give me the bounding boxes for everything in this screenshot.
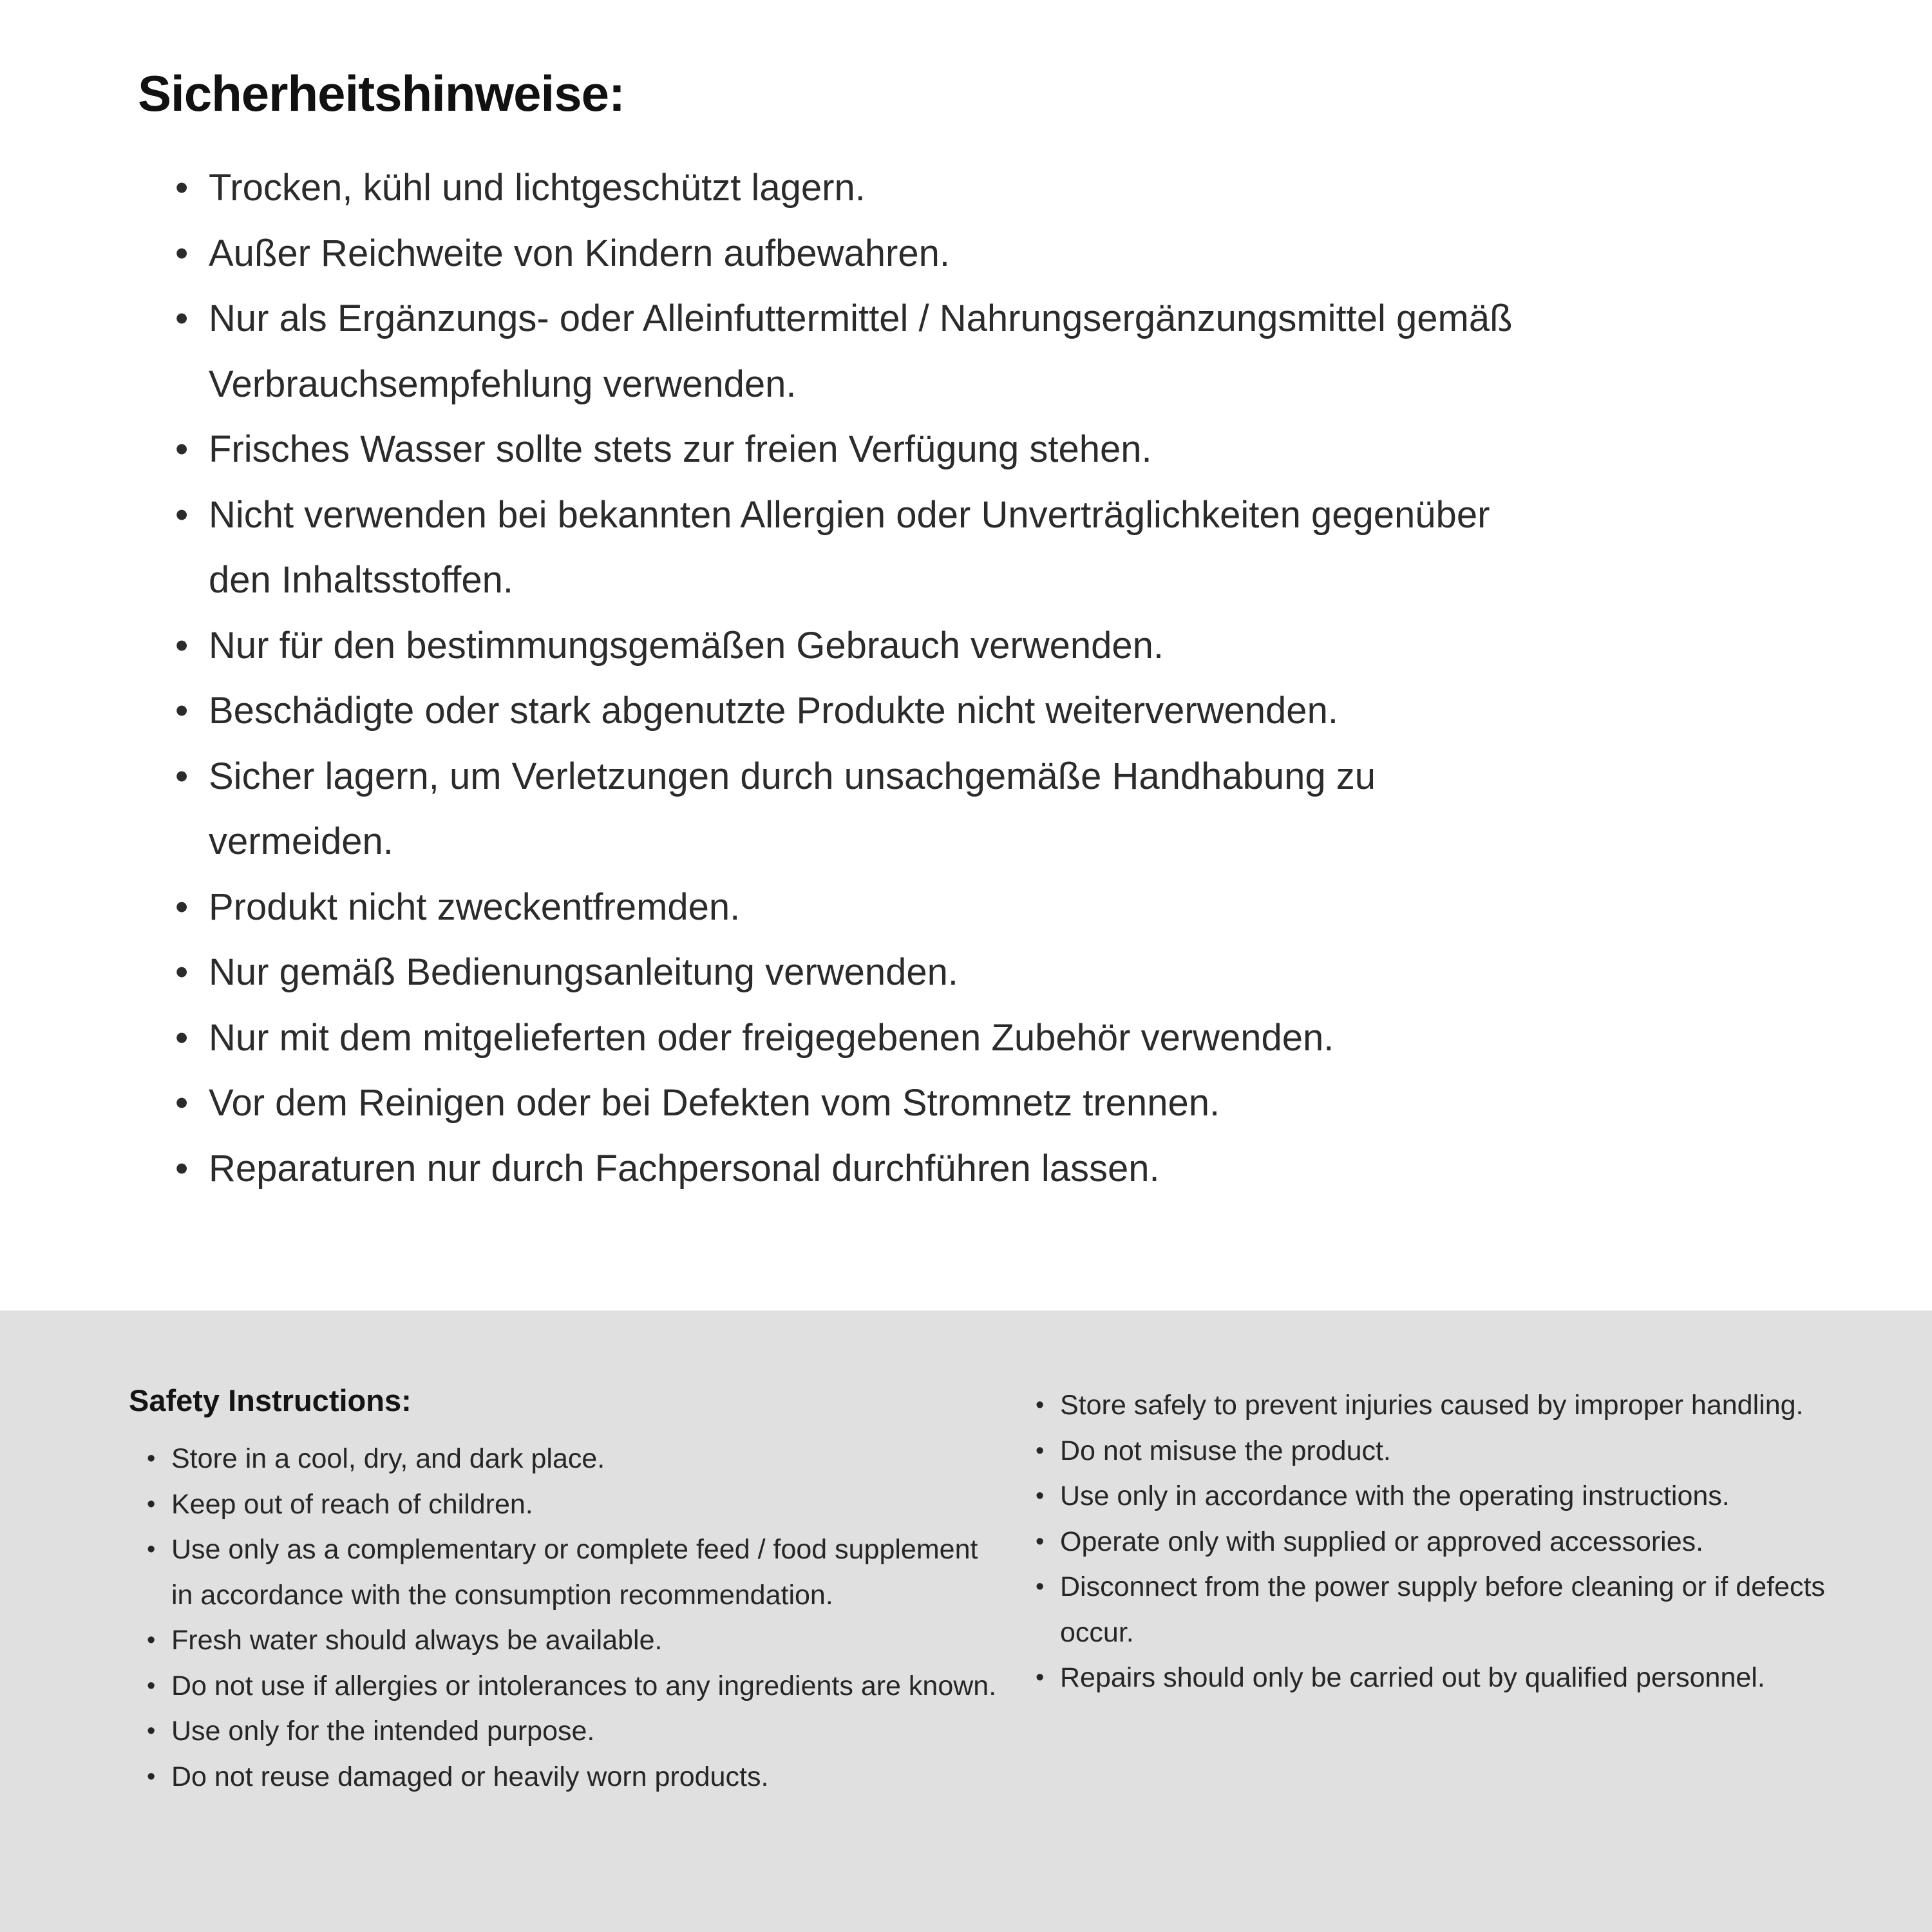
list-item: • Nur als Ergänzungs- oder Alleinfuttermittel / Nahrungsergänzungsmittel gemäß Verbrauchsempfehlung verwenden. <box>175 286 1560 417</box>
list-item: • Do not misuse the product. <box>1036 1428 1835 1474</box>
list-item: • Frisches Wasser sollte stets zur freien Verfügung stehen. <box>175 417 1560 482</box>
list-item: • Repairs should only be carried out by qualified personnel. <box>1036 1655 1835 1701</box>
list-item: • Use only in accordance with the operating instructions. <box>1036 1473 1835 1519</box>
english-safety-list-left <box>129 1436 1005 1799</box>
list-item: • Trocken, kühl und lichtgeschützt lagern. <box>175 155 1560 221</box>
list-item: • Do not reuse damaged or heavily worn products. <box>147 1754 1005 1800</box>
german-section-heading: Sicherheitshinweise: <box>138 65 625 122</box>
english-right-column <box>1005 1383 1835 1701</box>
list-item: • Außer Reichweite von Kindern aufbewahren. <box>175 221 1560 287</box>
english-safety-section <box>0 1311 1932 1932</box>
list-item: • Produkt nicht zweckentfremden. <box>175 875 1560 940</box>
list-item: • Nur mit dem mitgelieferten oder freigegebenen Zubehör verwenden. <box>175 1005 1560 1071</box>
list-item: • Store safely to prevent injuries caused by improper handling. <box>1036 1383 1835 1428</box>
english-left-column <box>129 1383 1005 1799</box>
english-section-heading: Safety Instructions: <box>129 1383 412 1417</box>
list-item: • Vor dem Reinigen oder bei Defekten vom Stromnetz trennen. <box>175 1070 1560 1136</box>
list-item: • Sicher lagern, um Verletzungen durch unsachgemäße Handhabung zu vermeiden. <box>175 744 1560 875</box>
english-safety-list-right <box>1036 1383 1835 1701</box>
list-item: • Use only as a complementary or complete feed / food supplement in accordance with the consumption recommendation. <box>147 1527 1005 1618</box>
list-item: • Keep out of reach of children. <box>147 1482 1005 1528</box>
list-item: • Operate only with supplied or approved accessories. <box>1036 1519 1835 1565</box>
list-item: • Store in a cool, dry, and dark place. <box>147 1436 1005 1482</box>
list-item: • Nur gemäß Bedienungsanleitung verwenden. <box>175 940 1560 1005</box>
list-item: • Nur für den bestimmungsgemäßen Gebrauch verwenden. <box>175 613 1560 679</box>
german-safety-list <box>138 155 1560 1201</box>
list-item: • Disconnect from the power supply before cleaning or if defects occur. <box>1036 1564 1835 1655</box>
list-item: • Nicht verwenden bei bekannten Allergien oder Unverträglichkeiten gegenüber den Inhaltsstoffen. <box>175 482 1560 613</box>
list-item: • Use only for the intended purpose. <box>147 1709 1005 1754</box>
list-item: • Beschädigte oder stark abgenutzte Produkte nicht weiterverwenden. <box>175 678 1560 744</box>
list-item: • Fresh water should always be available. <box>147 1618 1005 1663</box>
list-item: • Reparaturen nur durch Fachpersonal durchführen lassen. <box>175 1136 1560 1202</box>
list-item: • Do not use if allergies or intolerances to any ingredients are known. <box>147 1663 1005 1709</box>
